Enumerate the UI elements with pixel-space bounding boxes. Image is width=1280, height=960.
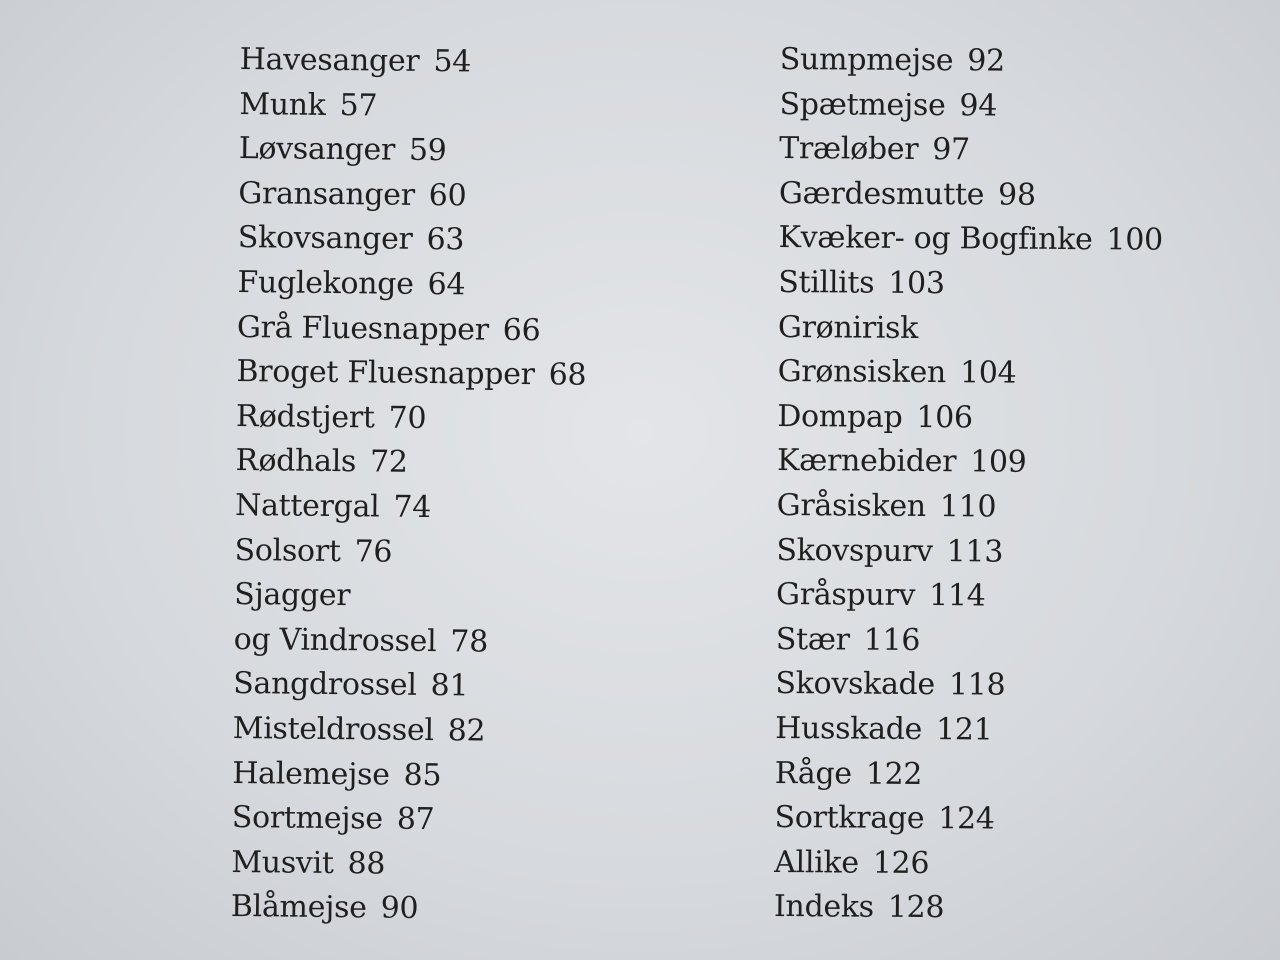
toc-entry-name: Skovskade [775, 666, 936, 703]
toc-entry-page-number: 104 [959, 355, 1017, 391]
toc-entry [233, 662, 583, 710]
toc-entry [779, 83, 1164, 130]
toc-entry [233, 707, 583, 755]
toc-entry-page-number: 100 [1106, 222, 1163, 259]
toc-entry [778, 306, 1163, 353]
toc-entry-name: Misteldrossel [232, 710, 434, 748]
toc-entry [774, 796, 1159, 843]
toc-entry [779, 127, 1164, 174]
toc-entry-page-number: 126 [872, 845, 930, 881]
toc-entry [775, 662, 1160, 709]
toc-entry [776, 573, 1161, 620]
toc-entry [237, 306, 587, 354]
toc-entry-name: Sangdrossel [233, 666, 417, 704]
toc-entry [232, 796, 582, 844]
toc-entry-name: Allike [774, 844, 859, 881]
toc-entry-page-number: 78 [450, 623, 489, 660]
toc-entry-name: Blåmejse [230, 889, 367, 926]
toc-entry [239, 83, 589, 131]
toc-entry [780, 38, 1165, 85]
toc-entry-name: Kærnebider [776, 443, 957, 480]
toc-entry-name: Nattergal [234, 487, 380, 525]
toc-entry-page-number: 94 [959, 87, 998, 124]
toc-entry-name: Halemejse [232, 755, 390, 793]
toc-entry [239, 127, 589, 175]
toc-entry [774, 885, 1159, 932]
toc-entry [778, 216, 1163, 263]
toc-entry [231, 841, 581, 889]
toc-entry-page-number: 74 [393, 489, 432, 525]
toc-entry-page-number: 114 [929, 578, 986, 614]
toc-entry-name: Fuglekonge [237, 264, 414, 302]
toc-entry [234, 529, 584, 577]
toc-entry-name: Træløber [779, 131, 919, 168]
toc-entry [234, 573, 584, 621]
toc-entry-page-number: 76 [354, 533, 393, 570]
toc-entry [238, 172, 588, 220]
toc-entry-name: Råge [774, 755, 852, 792]
toc-entry-name: Musvit [231, 844, 334, 881]
toc-right-column [774, 38, 1164, 933]
toc-entry-page-number: 122 [865, 756, 923, 792]
toc-entry-name: Sortkrage [774, 800, 925, 837]
toc-entry-page-number: 81 [430, 668, 469, 704]
toc-entry-name: Rødstjert [235, 398, 375, 436]
toc-entry-name: Havesanger [239, 41, 420, 79]
toc-entry [775, 707, 1160, 754]
toc-entry-name: Stær [775, 621, 850, 658]
toc-entry [237, 261, 587, 309]
toc-entry-page-number: 113 [946, 533, 1004, 570]
toc-entry-page-number: 128 [887, 890, 945, 926]
toc-entry [240, 38, 590, 86]
toc-entry-page-number: 57 [339, 87, 378, 124]
toc-entry-name: Stillits [778, 264, 875, 301]
toc-left-column [231, 38, 590, 933]
toc-entry-name: Grønirisk [777, 309, 919, 346]
toc-entry-name: og Vindrossel [233, 621, 437, 659]
toc-entry-name: Sumpmejse [779, 41, 954, 79]
toc-entry-page-number: 60 [428, 177, 467, 214]
toc-entry-name: Sortmejse [231, 800, 383, 837]
toc-entry-name: Spætmejse [779, 86, 946, 123]
toc-entry [774, 841, 1159, 888]
toc-entry-page-number: 66 [502, 312, 541, 348]
toc-entry-page-number: 88 [347, 845, 386, 882]
toc-entry [778, 261, 1163, 308]
toc-entry-page-number: 68 [548, 357, 587, 393]
toc-entry-name: Sjagger [233, 577, 351, 614]
toc-entry-name: Gråspurv [775, 577, 916, 614]
toc-entry [231, 885, 581, 933]
toc-entry [776, 618, 1161, 665]
toc-entry [778, 350, 1163, 397]
toc-entry-name: Dompap [777, 398, 903, 435]
toc-entry-name: Broget Fluesnapper [236, 354, 535, 393]
toc-entry-page-number: 63 [426, 222, 465, 258]
toc-entry [777, 395, 1162, 442]
toc-entry-page-number: 106 [916, 399, 973, 436]
toc-entry [777, 484, 1162, 531]
toc-entry [776, 529, 1161, 576]
toc-entry-page-number: 97 [932, 132, 971, 168]
toc-entry-page-number: 85 [403, 757, 442, 793]
toc-entry [777, 439, 1162, 486]
toc-entry-name: Skovspurv [776, 532, 933, 569]
toc-entry-page-number: 90 [380, 890, 419, 927]
toc-entry-page-number: 116 [863, 622, 921, 658]
toc-entry-name: Rødhals [235, 443, 357, 480]
toc-entry-page-number: 118 [948, 667, 1006, 703]
toc-entry-page-number: 109 [970, 444, 1027, 481]
toc-entry-name: Grønsisken [777, 354, 947, 391]
toc-entry-name: Gråsisken [776, 487, 926, 524]
toc-entry-name: Kvæker- og Bogfinke [778, 220, 1093, 258]
toc-entry-name: Grå Fluesnapper [236, 309, 489, 348]
toc-entry-name: Gærdesmutte [778, 175, 985, 213]
toc-entry [233, 618, 583, 666]
toc-entry-name: Munk [239, 86, 326, 123]
toc-entry-page-number: 87 [396, 801, 435, 838]
toc-entry-page-number: 72 [369, 444, 408, 481]
toc-entry-page-number: 110 [939, 489, 997, 525]
toc-entry-page-number: 82 [447, 713, 486, 749]
toc-entry-name: Husskade [775, 710, 923, 747]
toc-entry-name: Indeks [773, 889, 874, 925]
toc-entry [232, 751, 582, 799]
toc-entry-page-number: 124 [938, 801, 995, 837]
toc-entry-name: Gransanger [238, 175, 415, 213]
toc-entry [235, 439, 585, 487]
toc-entry [236, 395, 586, 443]
toc-entry [235, 484, 585, 532]
toc-entry-page-number: 70 [388, 400, 427, 436]
toc-entry-page-number: 92 [967, 43, 1006, 79]
toc-entry-name: Skovsanger [237, 220, 413, 258]
toc-entry [238, 216, 588, 264]
toc-entry [779, 172, 1164, 219]
toc-entry-name: Solsort [234, 532, 341, 569]
toc-entry-page-number: 98 [997, 177, 1036, 213]
toc-entry-page-number: 121 [935, 712, 993, 748]
toc-entry-page-number: 64 [427, 266, 466, 303]
toc-entry [236, 350, 586, 398]
toc-entry-page-number: 54 [433, 44, 472, 80]
toc-entry-name: Løvsanger [238, 131, 396, 168]
toc-entry [775, 751, 1160, 798]
toc-entry-page-number: 103 [888, 265, 945, 302]
toc-entry-page-number: 59 [408, 132, 447, 169]
